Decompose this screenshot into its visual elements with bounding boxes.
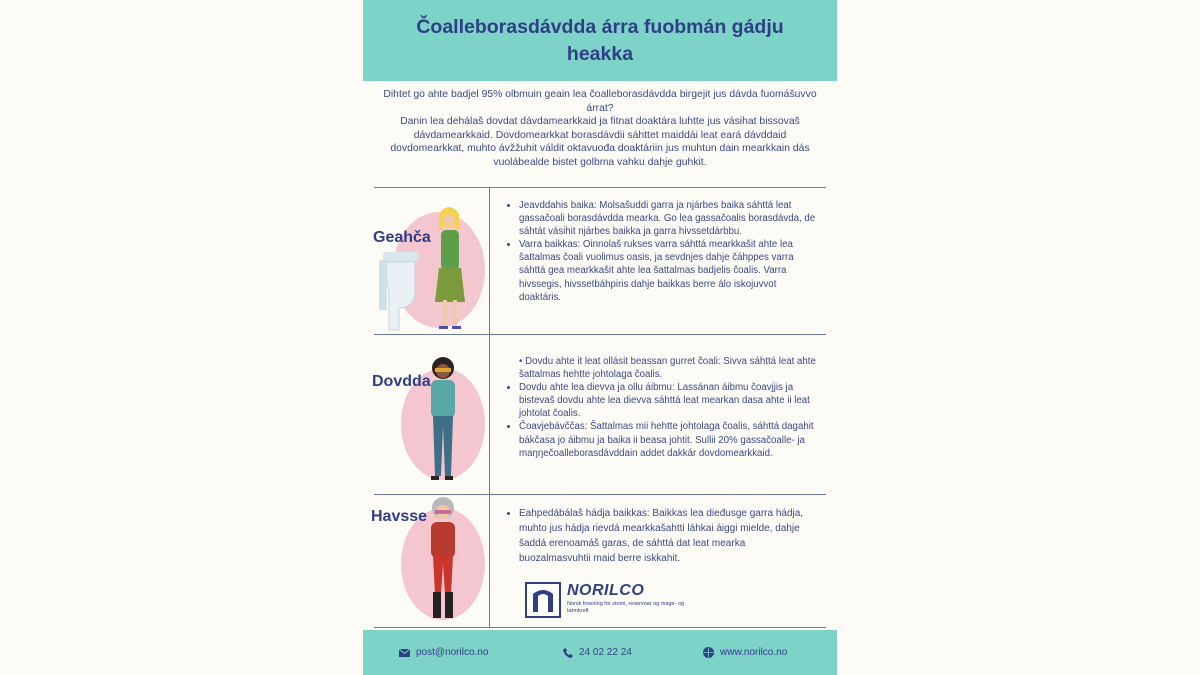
intro-paragraph-2: Danin lea dehálaš dovdat dávdamearkkaid ja fitnat doaktára luhtte jus vásihat bissovaš dávdamearkkaid. Dovdomearkkat borasdávdii sáhttet maiddái leat eará dávddaid dovdomearkkat, muhto ávžžuhit váldit oktavuođa doaktáriin jus muhtun dain mearkkain dás vuolábealde bistet golbma vahku dahje guhkit. <box>390 116 810 168</box>
globe-icon <box>703 647 714 658</box>
envelope-icon <box>399 649 410 657</box>
intro-text <box>381 88 819 170</box>
divider-bottom <box>374 627 826 628</box>
column-divider <box>489 187 490 627</box>
infographic-page <box>363 0 837 675</box>
section-label-dovdda: Dovdda <box>372 373 431 390</box>
title-banner <box>363 0 837 81</box>
woman-at-toilet-illustration <box>377 200 487 332</box>
list-item: • Varra baikkas: Oinnolaš rukses varra sáhttá mearkkašit ahte lea šattalmas čoali vuolimus oasis, ja sevdnjes dahje čáhppes varra sáhttá gea mearkkašit ahte lea šattalmas badjelis čoalis. Varra hivssegis, hivssetbáhpiris dahje baikkas berre álo iskojuvvot doaktáris. <box>519 238 819 303</box>
phone-icon <box>563 648 573 658</box>
footer-web[interactable] <box>703 630 787 675</box>
section-label-havsse: Havsse <box>371 508 428 525</box>
footer-email[interactable] <box>399 630 488 675</box>
list-item: • Dovdu ahte it leat ollásit beassan gurret čoali: Sivva sáhttá leat ahte šattalmas hehtte johtolaga čoalis. <box>519 356 816 381</box>
logo-subtitle: Norsk forening for stomi, reservoar og mage- og tarmkreft <box>567 601 685 614</box>
email-link[interactable]: post@norilco.no <box>416 647 489 658</box>
list-item: • Dovdu ahte lea dievva ja ollu áibmu: Lassánan áibmu čoavjjis ja bistevaš dovdu ahte lea dievva sáhttá leat mearkan dasa ahte ii leat johtolat čoalis. <box>519 381 819 420</box>
footer-phone[interactable] <box>563 630 632 675</box>
phone-number[interactable]: 24 02 22 24 <box>579 647 632 658</box>
norilco-logo <box>525 582 685 620</box>
list-item: • Čoavjebávččas: Šattalmas mii hehtte johtolaga čoalis, sáhttá dagahit bákčasa jo áibmu ja baika ii beasa johtit. Sullii 20% gassačoalle- ja maŋŋečoalleborasdávddain addet dakkár dovdomearkkaid. <box>519 420 819 459</box>
woman-holding-stomach-illustration <box>399 352 489 484</box>
intro-paragraph-1: Dihtet go ahte badjel 95% olbmuin geain lea čoalleborasdávdda birgejit jus dávda fuomášuvvo árrat? <box>383 89 817 114</box>
page-title: Čoalleborasdávdda árra fuobmán gádju heakka <box>416 15 784 65</box>
divider-1 <box>374 334 826 335</box>
norilco-logo-icon <box>525 582 561 618</box>
dovdda-bullet-list <box>507 355 819 460</box>
logo-name: NORILCO <box>567 582 645 599</box>
list-item: • Jeavddahis baika: Molsašuddi garra ja njárbes baika sáhttá leat gassačoali borasdávdda mearka. Go lea gassačoalis borasdávda, de sáhtát vásihit njárbes baikka ja garra hivssetdárbbu. <box>519 199 819 238</box>
geahca-bullet-list <box>507 199 819 304</box>
footer-bar <box>363 630 837 675</box>
section-label-geahca: Geahča <box>373 229 431 246</box>
havsse-bullet-list <box>507 506 819 566</box>
divider-top <box>374 187 826 188</box>
website-link[interactable]: www.norilco.no <box>720 647 788 658</box>
list-item: • Eahpedábálaš hádja baikkas: Baikkas lea dieđusge garra hádja, muhto jus hádja rievdá mearkkašahtti láhkai áiggi mielde, dahje šaddá erenoamáš garas, de sáhttá dat leat mearka buozalmasvuhtii maid berre iskkahit. <box>519 506 819 566</box>
